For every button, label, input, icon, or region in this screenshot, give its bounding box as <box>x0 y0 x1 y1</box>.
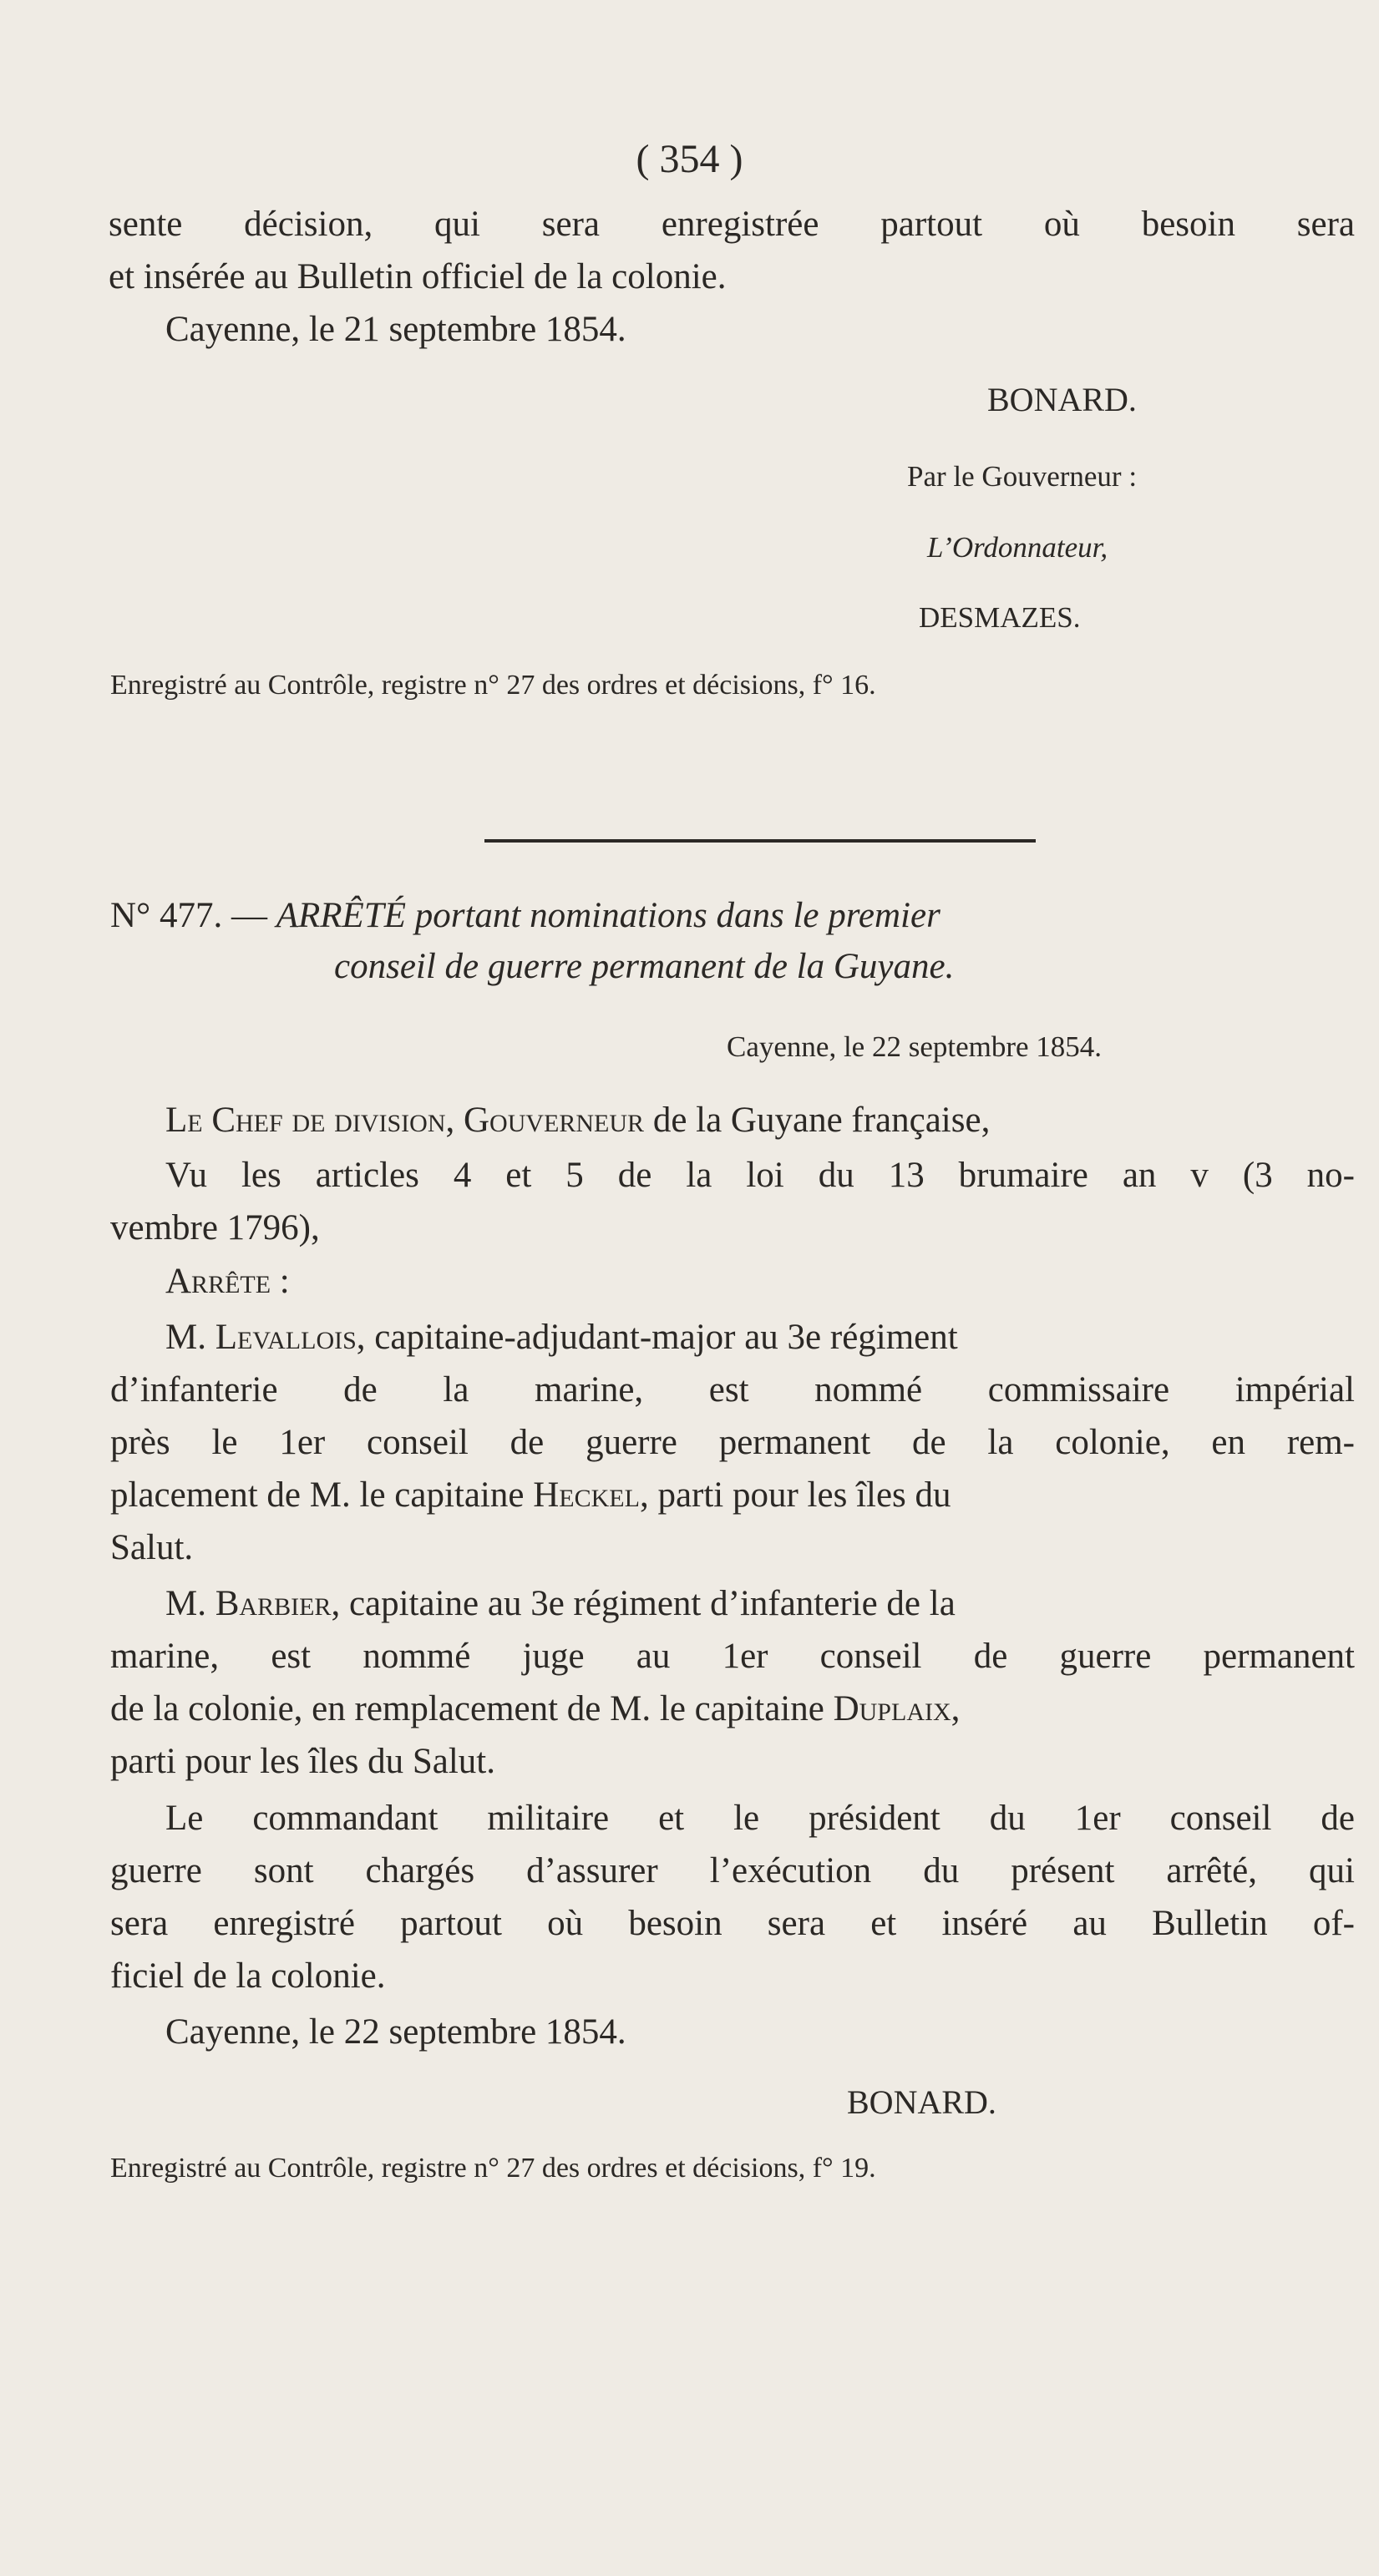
date-line: Cayenne, le 22 septembre 1854. <box>727 1030 1103 1063</box>
text-span: de la colonie, en remplacement de M. le capitaine <box>110 1689 824 1728</box>
text-line <box>165 1102 990 1138</box>
text-line <box>110 1691 960 1727</box>
person-name: Duplaix <box>833 1689 951 1728</box>
text-line: et insérée au Bulletin officiel de la colonie. <box>109 257 727 296</box>
desmazes-signature: DESMAZES. <box>919 601 1081 634</box>
caps-text: Le Chef de division, Gouverneur <box>165 1101 645 1140</box>
title-line-2: conseil de guerre permanent de la Guyane. <box>334 947 955 986</box>
ordonnateur-label: L’Ordonnateur, <box>927 531 1108 564</box>
text-line <box>110 1477 951 1513</box>
person-name: Barbier <box>215 1584 332 1623</box>
person-name: Levallois <box>215 1318 357 1357</box>
text-line <box>165 1319 958 1355</box>
text-line: parti pour les îles du Salut. <box>110 1742 495 1781</box>
text-line: marine, est nommé juge au 1er conseil de guerre permanent <box>110 1637 1355 1676</box>
text-line <box>165 1586 956 1622</box>
text-line: ficiel de la colonie. <box>110 1956 386 1996</box>
text-span: M. <box>165 1318 206 1357</box>
text-span: M. <box>165 1584 206 1623</box>
text-span: , capitaine-adjudant-major au 3e régiment <box>356 1318 958 1357</box>
text-span: , <box>951 1689 961 1728</box>
decree-number: N° 477. — <box>110 896 267 935</box>
title-line-1 <box>110 898 940 934</box>
text-line: guerre sont chargés d’assurer l’exécution du présent arrêté, qui <box>110 1851 1355 1890</box>
arrete-label: Arrête : <box>165 1262 290 1301</box>
text-line: près le 1er conseil de guerre permanent de la colonie, en rem- <box>110 1423 1355 1462</box>
decree-title: ARRÊTÉ portant nominations dans le premier <box>276 896 940 935</box>
signature: BONARD. <box>847 2083 996 2121</box>
text-span: , capitaine au 3e régiment d’infanterie de la <box>331 1584 956 1623</box>
date-line: Cayenne, le 21 septembre 1854. <box>165 310 626 349</box>
text-line: d’infanterie de la marine, est nommé commissaire impérial <box>110 1370 1355 1409</box>
registre-line: Enregistré au Contrôle, registre n° 27 des ordres et décisions, f° 19. <box>110 2153 876 2184</box>
divider <box>484 839 1036 843</box>
text-line: sera enregistré partout où besoin sera et inséré au Bulletin of- <box>110 1904 1355 1943</box>
text-span: , parti pour les îles du <box>639 1475 951 1515</box>
text-span: de la Guyane française, <box>652 1101 991 1140</box>
par-le-gouverneur: Par le Gouverneur : <box>907 460 1138 493</box>
date-line: Cayenne, le 22 septembre 1854. <box>165 2012 626 2052</box>
signature: BONARD. <box>987 381 1137 418</box>
registre-line: Enregistré au Contrôle, registre n° 27 des ordres et décisions, f° 16. <box>110 670 876 701</box>
text-line: Salut. <box>110 1528 194 1567</box>
text-line: Vu les articles 4 et 5 de la loi du 13 brumaire an v (3 no- <box>165 1156 1355 1195</box>
text-line: vembre 1796), <box>110 1208 320 1248</box>
text-line: Le commandant militaire et le président du 1er conseil de <box>165 1799 1355 1838</box>
text-line: sente décision, qui sera enregistrée partout où besoin sera <box>109 205 1355 244</box>
text-span: placement de M. le capitaine <box>110 1475 525 1515</box>
page-number: ( 354 ) <box>636 137 743 181</box>
person-name: Heckel <box>533 1475 640 1515</box>
